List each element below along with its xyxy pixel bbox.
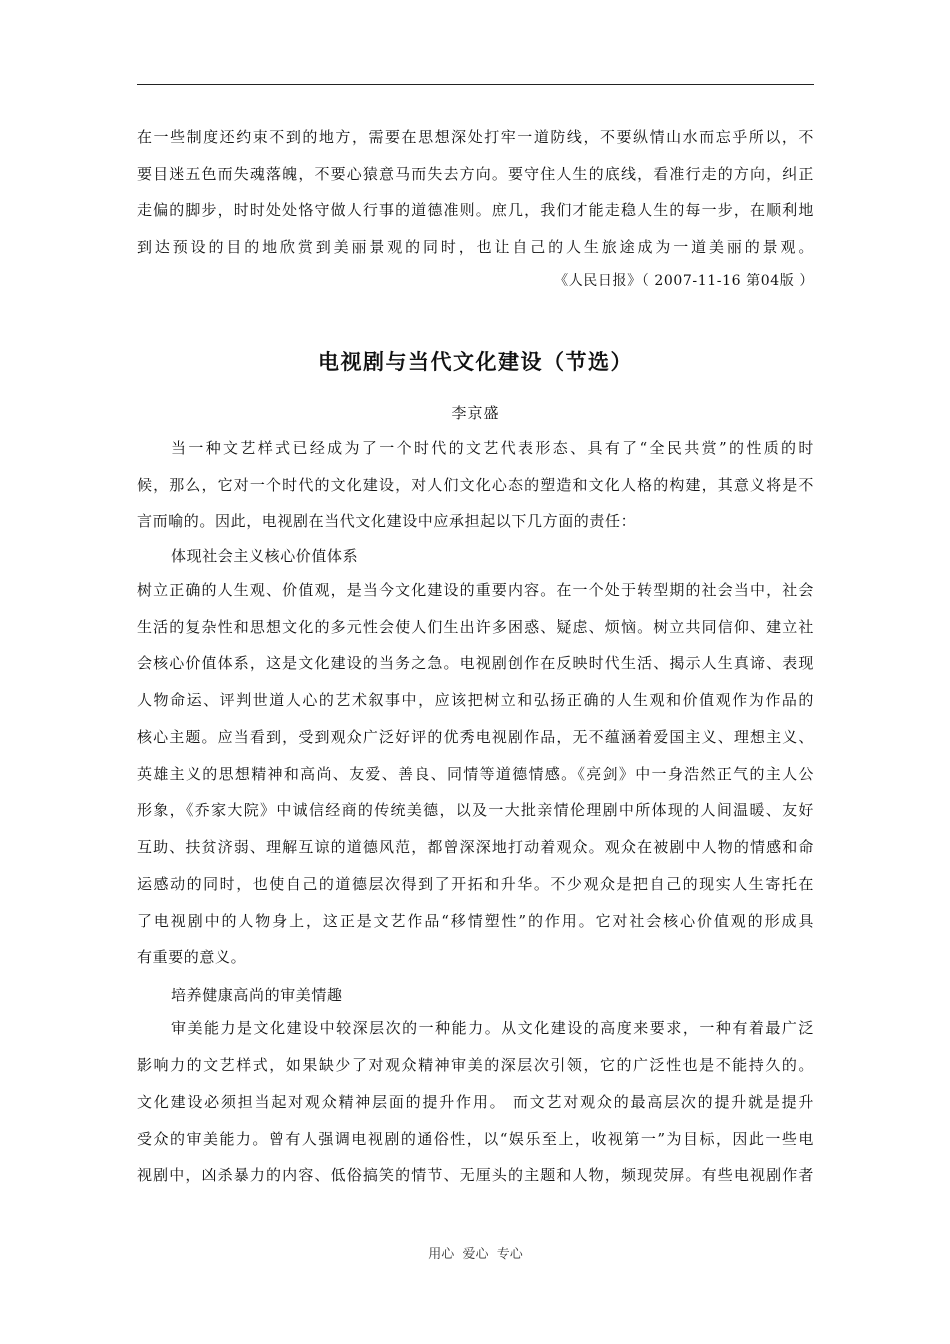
- body-line: 影响力的文艺样式，如果缺少了对观众精神审美的深层次引领，它的广泛性也是不能持久的。: [137, 1056, 814, 1074]
- paragraph-line: 走偏的脚步，时时处处恪守做人行事的道德准则。庶几，我们才能走稳人生的每一步，在顺利地: [137, 201, 814, 219]
- body-line: 了电视剧中的人物身上，这正是文艺作品“移情塑性”的作用。它对社会核心价值观的形成具: [137, 912, 814, 930]
- paragraph-line: 到达预设的目的地欣赏到美丽景观的同时，也让自己的人生旅途成为一道美丽的景观。: [137, 238, 814, 256]
- page-footer: 用心 爱心 专心: [428, 1247, 523, 1262]
- body-line: 会核心价值体系，这是文化建设的当务之急。电视剧创作在反映时代生活、揭示人生真谛、表现: [137, 654, 814, 672]
- intro-line: 当一种文艺样式已经成为了一个时代的文艺代表形态、具有了“全民共赏”的性质的时: [171, 439, 814, 457]
- intro-line: 言而喻的。因此，电视剧在当代文化建设中应承担起以下几方面的责任：: [137, 512, 637, 530]
- header-rule: [137, 84, 814, 85]
- intro-line: 候，那么，它对一个时代的文化建设，对人们文化心态的塑造和文化人格的构建，其意义将是不: [137, 476, 814, 494]
- body-line: 有重要的意义。: [137, 948, 247, 966]
- article-author: 李京盛: [451, 404, 500, 422]
- body-line: 形象，《乔家大院》中诚信经商的传统美德，以及一大批亲情伦理剧中所体现的人间温暖、友好: [137, 801, 814, 819]
- paragraph-line: 在一些制度还约束不到的地方，需要在思想深处打牢一道防线，不要纵情山水而忘乎所以，不: [137, 128, 814, 146]
- paragraph-line: 要目迷五色而失魂落魄，不要心猿意马而失去方向。要守住人生的底线，看准行走的方向，纠正: [137, 165, 814, 183]
- article-title: 电视剧与当代文化建设（节选）: [318, 349, 633, 374]
- body-line: 文化建设必须担当起对观众精神层面的提升作用。 而文艺对观众的最高层次的提升就是提升: [137, 1093, 814, 1111]
- section-heading: 体现社会主义核心价值体系: [171, 547, 359, 565]
- body-line: 树立正确的人生观、价值观，是当今文化建设的重要内容。在一个处于转型期的社会当中，社会: [137, 581, 814, 599]
- body-line: 英雄主义的思想精神和高尚、友爱、善良、同情等道德情感。《亮剑》中一身浩然正气的主人公: [137, 765, 814, 783]
- body-line: 受众的审美能力。曾有人强调电视剧的通俗性，以“娱乐至上，收视第一”为目标，因此一些电: [137, 1130, 814, 1148]
- section-heading: 培养健康高尚的审美情趣: [171, 986, 343, 1004]
- body-line: 生活的复杂性和思想文化的多元性会使人们生出许多困惑、疑虑、烦恼。树立共同信仰、建立社: [137, 618, 814, 636]
- body-line: 互助、扶贫济弱、理解互谅的道德风范，都曾深深地打动着观众。观众在被剧中人物的情感和命: [137, 838, 814, 856]
- body-line: 运感动的同时，也使自己的道德层次得到了开拓和升华。不少观众是把自己的现实人生寄托在: [137, 875, 814, 893]
- body-line: 人物命运、评判世道人心的艺术叙事中，应该把树立和弘扬正确的人生观和价值观作为作品的: [137, 691, 814, 709]
- body-line: 核心主题。应当看到，受到观众广泛好评的优秀电视剧作品，无不蕴涵着爱国主义、理想主义、: [137, 728, 814, 746]
- body-line: 审美能力是文化建设中较深层次的一种能力。从文化建设的高度来要求，一种有着最广泛: [171, 1019, 814, 1037]
- body-line: 视剧中，凶杀暴力的内容、低俗搞笑的情节、无厘头的主题和人物，频现荧屏。有些电视剧作者: [137, 1166, 814, 1184]
- source-citation: 《人民日报》（ 2007-11-16 第04版 ）: [554, 273, 814, 289]
